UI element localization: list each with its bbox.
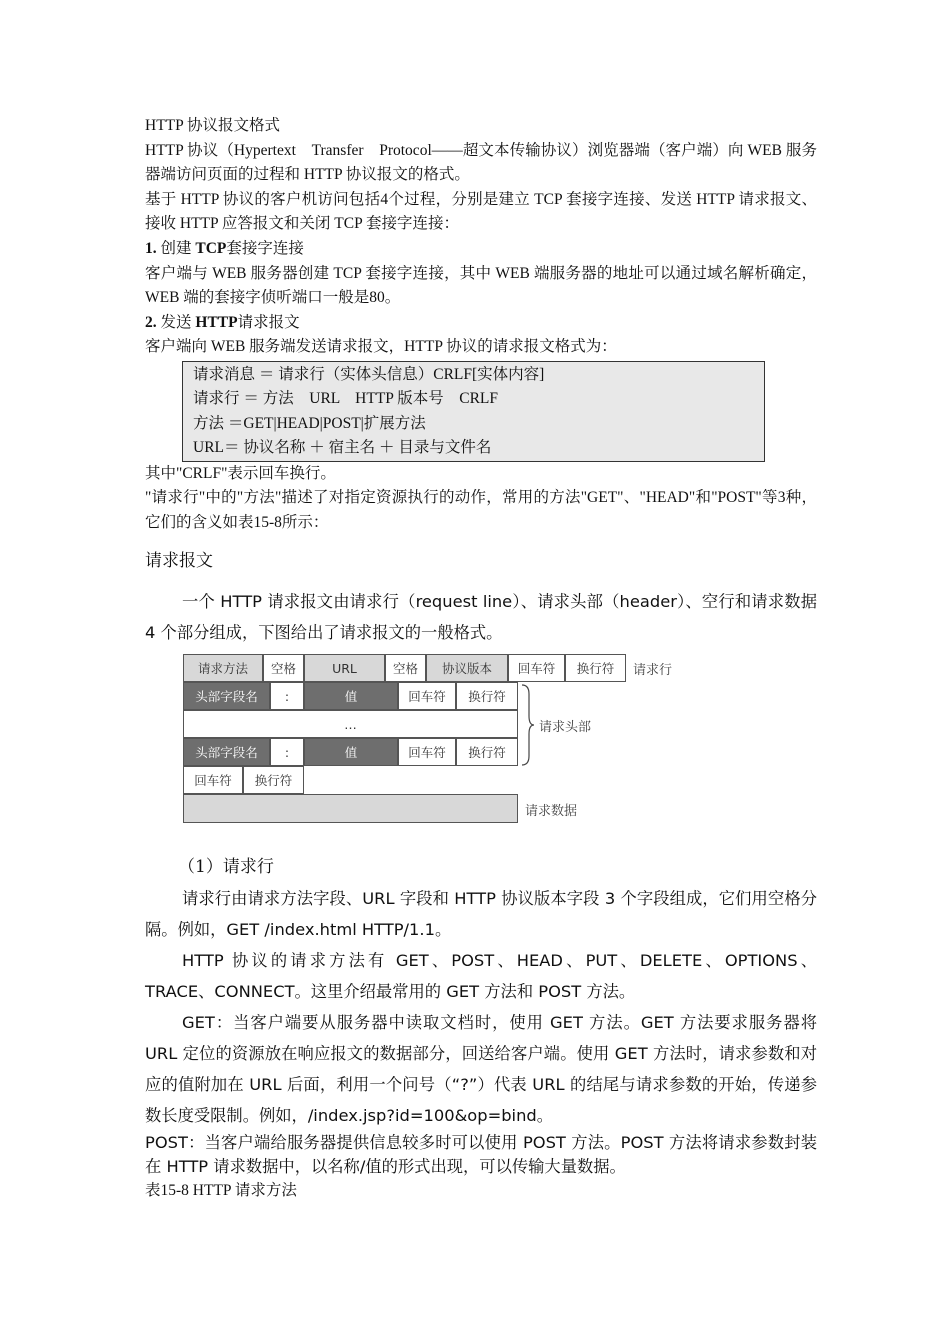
step-1-heading xyxy=(145,237,817,262)
step-1-text: 客户端与 WEB 服务器创建 TCP 套接字连接，其中 WEB 端服务器的地址可以通过域名解析确定，WEB 端的套接字侦听端口一般是80。 xyxy=(145,264,817,307)
crlf-note: 其中"CRLF"表示回车换行。 xyxy=(145,464,336,482)
cell-lf-1: 换行符 xyxy=(565,654,626,682)
step-2-post: 请求报文 xyxy=(237,313,300,331)
cell-lf-3: 换行符 xyxy=(456,738,518,766)
step-2-bold: HTTP xyxy=(195,313,238,331)
format-line-1: 请求消息 ＝ 请求行（实体头信息）CRLF[实体内容] xyxy=(193,365,545,383)
step-2-heading xyxy=(145,311,817,336)
label-request-line: 请求行 xyxy=(633,663,673,678)
cell-protocol-version: 协议版本 xyxy=(426,654,508,682)
section-heading: 请求报文 xyxy=(145,551,213,572)
format-line-2: 请求行 ＝ 方法 URL HTTP 版本号 CRLF xyxy=(193,390,498,408)
cell-colon-1: : xyxy=(270,682,304,710)
step-2-pre: 发送 xyxy=(160,313,192,331)
document-body xyxy=(145,114,817,648)
step-2-text: 客户端向 WEB 服务端发送请求报文，HTTP 协议的请求报文格式为： xyxy=(145,338,617,356)
format-line-4: URL＝ 协议名称 ＋ 宿主名 ＋ 目录与文件名 xyxy=(193,439,492,457)
step-2-number: 2. xyxy=(145,313,157,331)
sub-1-paragraph-2: HTTP 协议的请求方法有 GET、POST、HEAD、PUT、DELETE、OPTIONS、TRACE、CONNECT。这里介绍最常用的 GET 方法和 POST 方法。 xyxy=(145,951,817,1001)
cell-space-1: 空格 xyxy=(263,654,304,682)
header-brace xyxy=(520,684,536,766)
label-request-header: 请求头部 xyxy=(539,720,592,735)
document-body-lower xyxy=(145,852,817,1204)
doc-title: HTTP 协议报文格式 xyxy=(145,117,281,134)
cell-colon-2: : xyxy=(270,738,304,766)
cell-request-data xyxy=(183,794,518,823)
cell-lf-2: 换行符 xyxy=(456,682,518,710)
section-intro: 一个 HTTP 请求报文由请求行（request line）、请求头部（header）、空行和请求数据 4 个部分组成，下图给出了请求报文的一般格式。 xyxy=(145,592,817,643)
cell-cr-3: 回车符 xyxy=(398,738,456,766)
step-1-bold: TCP xyxy=(195,239,227,257)
sub-1-paragraph-1: 请求行由请求方法字段、URL 字段和 HTTP 协议版本字段 3 个字段组成，它们用空格分隔。例如，GET /index.html HTTP/1.1。 xyxy=(145,889,817,939)
cell-cr-4: 回车符 xyxy=(183,766,243,794)
sub-1-heading: （1）请求行 xyxy=(178,857,274,877)
cell-space-2: 空格 xyxy=(385,654,426,682)
cell-request-method: 请求方法 xyxy=(183,654,263,682)
intro-paragraph-2: 基于 HTTP 协议的客户机访问包括4个过程，分别是建立 TCP 套接字连接、发送 HTTP 请求报文、接收 HTTP 应答报文和关闭 TCP 套接字连接： xyxy=(145,190,817,233)
cell-cr-1: 回车符 xyxy=(508,654,565,682)
cell-ellipsis: … xyxy=(183,710,518,738)
table-caption: 表15-8 HTTP 请求方法 xyxy=(145,1182,297,1199)
cell-value-2: 值 xyxy=(304,738,398,766)
intro-paragraph-1: HTTP 协议（Hypertext Transfer Protocol——超文本传输协议）浏览器端（客户端）向 WEB 服务器端访问页面的过程和 HTTP 协议报文的格式。 xyxy=(145,141,817,184)
cell-header-name-1: 头部字段名 xyxy=(183,682,270,710)
cell-lf-4: 换行符 xyxy=(243,766,304,794)
request-format-box xyxy=(182,361,765,462)
label-request-data: 请求数据 xyxy=(525,804,578,819)
sub-1-paragraph-3: GET：当客户端要从服务器中读取文档时，使用 GET 方法。GET 方法要求服务器将 URL 定位的资源放在响应报文的数据部分，回送给客户端。使用 GET 方法时，请求参数和对应的值附加在 URL 后面，利用一个问号（“?”）代表 URL 的结尾与请求参数的开始，传递参数长度受限制。例如，/index.jsp?id=100&op=bind。 xyxy=(145,1013,817,1125)
cell-url: URL xyxy=(304,654,385,682)
cell-value-1: 值 xyxy=(304,682,398,710)
methods-note: "请求行"中的"方法"描述了对指定资源执行的动作，常用的方法"GET"、"HEAD"和"POST"等3种，它们的含义如表15-8所示： xyxy=(145,489,817,531)
step-1-number: 1. xyxy=(145,239,157,257)
format-line-3: 方法 ＝GET|HEAD|POST|扩展方法 xyxy=(193,414,426,432)
cell-header-name-2: 头部字段名 xyxy=(183,738,270,766)
cell-cr-2: 回车符 xyxy=(398,682,456,710)
sub-1-paragraph-4: POST：当客户端给服务器提供信息较多时可以使用 POST 方法。POST 方法将请求参数封装在 HTTP 请求数据中，以名称/值的形式出现，可以传输大量数据。 xyxy=(145,1133,817,1176)
step-1-pre: 创建 xyxy=(160,239,192,257)
step-1-post: 套接字连接 xyxy=(226,239,304,257)
request-format-diagram xyxy=(183,654,703,824)
